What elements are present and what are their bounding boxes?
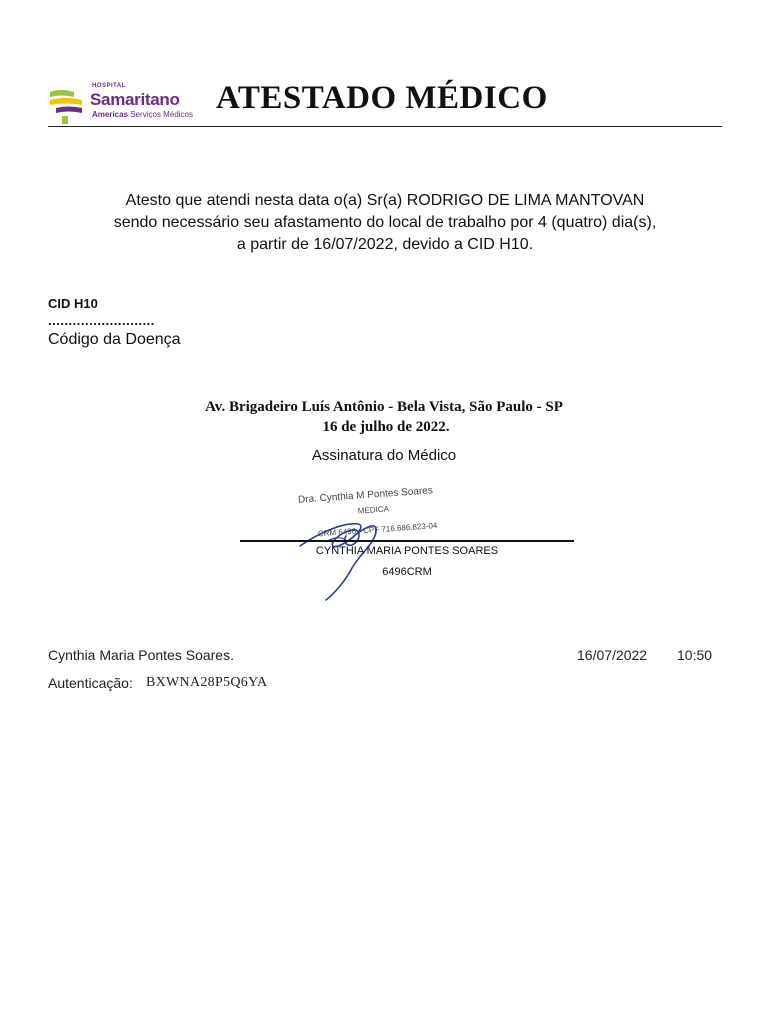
signature-stamp xyxy=(230,472,530,602)
certificate-line-2: sendo necessário seu afastamento do local de trabalho por 4 (quatro) dia(s), xyxy=(113,214,657,231)
signature-line xyxy=(240,540,574,542)
signature-title: Assinatura do Médico xyxy=(311,447,457,464)
address: Av. Brigadeiro Luís Antônio - Bela Vista, São Paulo - SP xyxy=(205,399,563,415)
doctor-name: CYNTHIA MARIA PONTES SOARES xyxy=(315,545,499,557)
footer-date: 16/07/2022 xyxy=(577,647,648,663)
certificate-line-1: Atesto que atendi nesta data o(a) Sr(a) RODRIGO DE LIMA MANTOVAN xyxy=(125,192,645,209)
location-block xyxy=(0,397,768,437)
logo-subtitle: Americas Serviços Médicos xyxy=(92,110,193,119)
stamp-line-2: MEDICA xyxy=(357,504,390,516)
disease-code-label: Código da Doença xyxy=(48,331,181,348)
doctor-crm: 6496CRM xyxy=(382,566,432,578)
certificate-line-3: a partir de 16/07/2022, devido a CID H10. xyxy=(236,236,534,253)
issue-date: 16 de julho de 2022. xyxy=(322,419,450,435)
stamp-line-1: Dra. Cynthia M Pontes Soares xyxy=(297,485,434,506)
logo-mark-icon xyxy=(48,88,88,124)
certificate-text xyxy=(60,190,710,256)
cid-dotted-line: .......................... xyxy=(48,313,155,328)
document-title: ATESTADO MÉDICO xyxy=(216,80,548,116)
authentication-code: BXWNA28P5Q6YA xyxy=(146,675,268,690)
stamp-line-3: CRM 6496 - CPF 716.686.823-04 xyxy=(317,520,438,539)
footer-doctor-name: Cynthia Maria Pontes Soares. xyxy=(48,647,234,663)
logo-small-text: HOSPITAL xyxy=(92,83,126,89)
footer-time: 10:50 xyxy=(677,647,713,663)
logo-name: Samaritano xyxy=(90,90,180,109)
cid-value: CID H10 xyxy=(48,296,98,311)
authentication-label: Autenticação: xyxy=(48,675,133,691)
hospital-logo xyxy=(48,80,198,120)
document-header xyxy=(48,74,722,127)
